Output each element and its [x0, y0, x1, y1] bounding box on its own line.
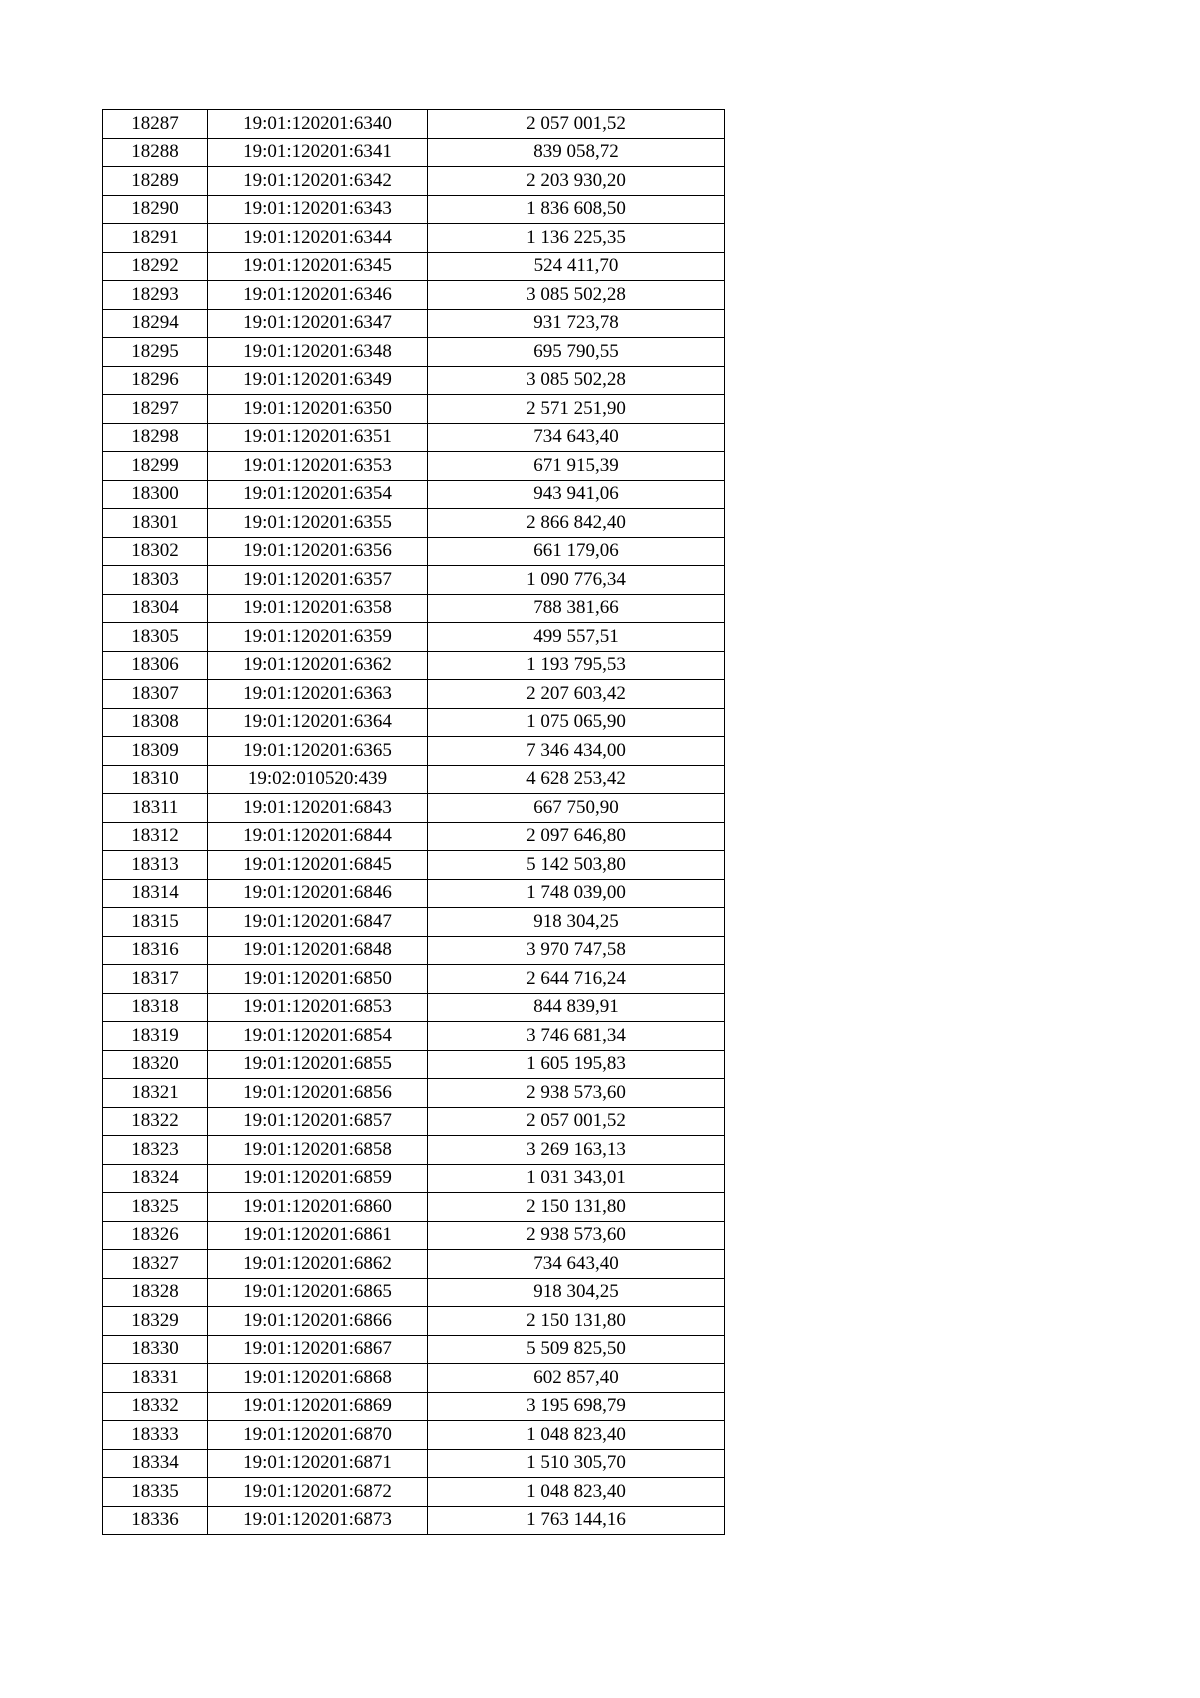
cadastral-value-cell: 3 085 502,28 — [428, 366, 725, 395]
row-number-cell: 18303 — [103, 566, 208, 595]
cadastral-number-cell: 19:01:120201:6363 — [208, 680, 428, 709]
row-number-cell: 18305 — [103, 623, 208, 652]
cadastral-number-cell: 19:01:120201:6353 — [208, 452, 428, 481]
row-number-cell: 18306 — [103, 651, 208, 680]
cadastral-value-cell: 3 269 163,13 — [428, 1136, 725, 1165]
cadastral-number-cell: 19:01:120201:6850 — [208, 965, 428, 994]
cadastral-number-cell: 19:01:120201:6354 — [208, 480, 428, 509]
cadastral-number-cell: 19:01:120201:6866 — [208, 1307, 428, 1336]
cadastral-number-cell: 19:01:120201:6855 — [208, 1050, 428, 1079]
table-row — [103, 1250, 725, 1279]
row-number-cell: 18318 — [103, 993, 208, 1022]
table-row — [103, 1221, 725, 1250]
cadastral-number-cell: 19:01:120201:6343 — [208, 195, 428, 224]
cadastral-value-cell: 1 090 776,34 — [428, 566, 725, 595]
cadastral-value-cell: 1 763 144,16 — [428, 1506, 725, 1535]
cadastral-value-cell: 5 509 825,50 — [428, 1335, 725, 1364]
row-number-cell: 18332 — [103, 1392, 208, 1421]
cadastral-number-cell: 19:01:120201:6843 — [208, 794, 428, 823]
cadastral-value-cell: 734 643,40 — [428, 423, 725, 452]
cadastral-number-cell: 19:01:120201:6868 — [208, 1364, 428, 1393]
cadastral-number-cell: 19:01:120201:6347 — [208, 309, 428, 338]
table-row — [103, 252, 725, 281]
row-number-cell: 18327 — [103, 1250, 208, 1279]
cadastral-value-cell: 499 557,51 — [428, 623, 725, 652]
cadastral-value-cell: 918 304,25 — [428, 908, 725, 937]
row-number-cell: 18313 — [103, 851, 208, 880]
cadastral-value-cell: 931 723,78 — [428, 309, 725, 338]
table-row — [103, 879, 725, 908]
cadastral-number-cell: 19:01:120201:6340 — [208, 110, 428, 139]
row-number-cell: 18291 — [103, 224, 208, 253]
cadastral-value-cell: 524 411,70 — [428, 252, 725, 281]
cadastral-value-cell: 602 857,40 — [428, 1364, 725, 1393]
cadastral-value-cell: 2 207 603,42 — [428, 680, 725, 709]
table-row — [103, 1278, 725, 1307]
cadastral-number-cell: 19:01:120201:6869 — [208, 1392, 428, 1421]
cadastral-number-cell: 19:01:120201:6848 — [208, 936, 428, 965]
cadastral-number-cell: 19:01:120201:6861 — [208, 1221, 428, 1250]
table-row — [103, 1193, 725, 1222]
cadastral-value-cell: 4 628 253,42 — [428, 765, 725, 794]
cadastral-number-cell: 19:01:120201:6355 — [208, 509, 428, 538]
table-row — [103, 680, 725, 709]
row-number-cell: 18326 — [103, 1221, 208, 1250]
cadastral-number-cell: 19:01:120201:6853 — [208, 993, 428, 1022]
table-row — [103, 480, 725, 509]
table-row — [103, 1392, 725, 1421]
row-number-cell: 18294 — [103, 309, 208, 338]
row-number-cell: 18287 — [103, 110, 208, 139]
row-number-cell: 18302 — [103, 537, 208, 566]
row-number-cell: 18333 — [103, 1421, 208, 1450]
table-row — [103, 822, 725, 851]
row-number-cell: 18324 — [103, 1164, 208, 1193]
cadastral-value-cell: 1 136 225,35 — [428, 224, 725, 253]
cadastral-value-cell: 1 836 608,50 — [428, 195, 725, 224]
cadastral-number-cell: 19:01:120201:6362 — [208, 651, 428, 680]
row-number-cell: 18335 — [103, 1478, 208, 1507]
row-number-cell: 18323 — [103, 1136, 208, 1165]
row-number-cell: 18289 — [103, 167, 208, 196]
table-row — [103, 167, 725, 196]
cadastral-number-cell: 19:01:120201:6345 — [208, 252, 428, 281]
cadastral-number-cell: 19:01:120201:6870 — [208, 1421, 428, 1450]
row-number-cell: 18334 — [103, 1449, 208, 1478]
row-number-cell: 18288 — [103, 138, 208, 167]
table-row — [103, 1506, 725, 1535]
cadastral-value-cell: 2 150 131,80 — [428, 1193, 725, 1222]
cadastral-number-cell: 19:01:120201:6348 — [208, 338, 428, 367]
cadastral-number-cell: 19:01:120201:6860 — [208, 1193, 428, 1222]
cadastral-number-cell: 19:01:120201:6856 — [208, 1079, 428, 1108]
cadastral-value-cell: 2 866 842,40 — [428, 509, 725, 538]
cadastral-number-cell: 19:01:120201:6346 — [208, 281, 428, 310]
row-number-cell: 18298 — [103, 423, 208, 452]
cadastral-value-cell: 2 644 716,24 — [428, 965, 725, 994]
row-number-cell: 18322 — [103, 1107, 208, 1136]
row-number-cell: 18310 — [103, 765, 208, 794]
cadastral-value-cell: 2 938 573,60 — [428, 1221, 725, 1250]
cadastral-number-cell: 19:01:120201:6344 — [208, 224, 428, 253]
table-row — [103, 936, 725, 965]
cadastral-number-cell: 19:01:120201:6349 — [208, 366, 428, 395]
cadastral-value-cell: 844 839,91 — [428, 993, 725, 1022]
table-row — [103, 281, 725, 310]
cadastral-value-cell: 661 179,06 — [428, 537, 725, 566]
cadastral-value-cell: 1 048 823,40 — [428, 1478, 725, 1507]
table-row — [103, 195, 725, 224]
row-number-cell: 18312 — [103, 822, 208, 851]
table-row — [103, 1107, 725, 1136]
cadastral-number-cell: 19:01:120201:6365 — [208, 737, 428, 766]
cadastral-number-cell: 19:01:120201:6341 — [208, 138, 428, 167]
cadastral-value-cell: 2 150 131,80 — [428, 1307, 725, 1336]
cadastral-number-cell: 19:01:120201:6342 — [208, 167, 428, 196]
row-number-cell: 18311 — [103, 794, 208, 823]
table-row — [103, 366, 725, 395]
cadastral-number-cell: 19:01:120201:6350 — [208, 395, 428, 424]
row-number-cell: 18315 — [103, 908, 208, 937]
cadastral-value-cell: 1 748 039,00 — [428, 879, 725, 908]
row-number-cell: 18304 — [103, 594, 208, 623]
table-row — [103, 566, 725, 595]
table-row — [103, 537, 725, 566]
row-number-cell: 18329 — [103, 1307, 208, 1336]
row-number-cell: 18319 — [103, 1022, 208, 1051]
cadastral-value-cell: 7 346 434,00 — [428, 737, 725, 766]
row-number-cell: 18308 — [103, 708, 208, 737]
row-number-cell: 18321 — [103, 1079, 208, 1108]
cadastral-value-cell: 943 941,06 — [428, 480, 725, 509]
row-number-cell: 18336 — [103, 1506, 208, 1535]
row-number-cell: 18297 — [103, 395, 208, 424]
cadastral-number-cell: 19:02:010520:439 — [208, 765, 428, 794]
cadastral-value-cell: 788 381,66 — [428, 594, 725, 623]
cadastral-number-cell: 19:01:120201:6873 — [208, 1506, 428, 1535]
table-row — [103, 1050, 725, 1079]
cadastral-value-cell: 667 750,90 — [428, 794, 725, 823]
row-number-cell: 18307 — [103, 680, 208, 709]
cadastral-number-cell: 19:01:120201:6364 — [208, 708, 428, 737]
cadastral-value-cell: 734 643,40 — [428, 1250, 725, 1279]
table-row — [103, 594, 725, 623]
cadastral-number-cell: 19:01:120201:6854 — [208, 1022, 428, 1051]
cadastral-value-cell: 3 746 681,34 — [428, 1022, 725, 1051]
table-row — [103, 1022, 725, 1051]
cadastral-value-table — [102, 109, 725, 1535]
cadastral-number-cell: 19:01:120201:6867 — [208, 1335, 428, 1364]
table-row — [103, 651, 725, 680]
table-row — [103, 1079, 725, 1108]
row-number-cell: 18316 — [103, 936, 208, 965]
table-row — [103, 423, 725, 452]
row-number-cell: 18328 — [103, 1278, 208, 1307]
table-row — [103, 851, 725, 880]
table-row — [103, 1335, 725, 1364]
table-row — [103, 309, 725, 338]
cadastral-number-cell: 19:01:120201:6847 — [208, 908, 428, 937]
row-number-cell: 18317 — [103, 965, 208, 994]
table-row — [103, 965, 725, 994]
cadastral-number-cell: 19:01:120201:6859 — [208, 1164, 428, 1193]
cadastral-number-cell: 19:01:120201:6845 — [208, 851, 428, 880]
table-row — [103, 1421, 725, 1450]
cadastral-value-cell: 839 058,72 — [428, 138, 725, 167]
cadastral-value-cell: 2 097 646,80 — [428, 822, 725, 851]
table-row — [103, 1307, 725, 1336]
cadastral-value-cell: 2 057 001,52 — [428, 1107, 725, 1136]
table-row — [103, 138, 725, 167]
cadastral-number-cell: 19:01:120201:6857 — [208, 1107, 428, 1136]
row-number-cell: 18309 — [103, 737, 208, 766]
table-row — [103, 1136, 725, 1165]
cadastral-value-cell: 2 057 001,52 — [428, 110, 725, 139]
cadastral-value-cell: 2 938 573,60 — [428, 1079, 725, 1108]
table-row — [103, 1164, 725, 1193]
cadastral-value-cell: 5 142 503,80 — [428, 851, 725, 880]
cadastral-number-cell: 19:01:120201:6844 — [208, 822, 428, 851]
table-row — [103, 1364, 725, 1393]
cadastral-number-cell: 19:01:120201:6358 — [208, 594, 428, 623]
row-number-cell: 18325 — [103, 1193, 208, 1222]
row-number-cell: 18290 — [103, 195, 208, 224]
cadastral-number-cell: 19:01:120201:6858 — [208, 1136, 428, 1165]
cadastral-value-cell: 671 915,39 — [428, 452, 725, 481]
table-row — [103, 224, 725, 253]
table-body — [103, 110, 725, 1535]
row-number-cell: 18295 — [103, 338, 208, 367]
table-row — [103, 1449, 725, 1478]
table-row — [103, 993, 725, 1022]
row-number-cell: 18330 — [103, 1335, 208, 1364]
table-row — [103, 765, 725, 794]
row-number-cell: 18300 — [103, 480, 208, 509]
row-number-cell: 18320 — [103, 1050, 208, 1079]
table-row — [103, 395, 725, 424]
row-number-cell: 18331 — [103, 1364, 208, 1393]
cadastral-value-cell: 2 571 251,90 — [428, 395, 725, 424]
cadastral-value-cell: 3 195 698,79 — [428, 1392, 725, 1421]
table-row — [103, 110, 725, 139]
row-number-cell: 18299 — [103, 452, 208, 481]
cadastral-value-cell: 1 048 823,40 — [428, 1421, 725, 1450]
table-row — [103, 338, 725, 367]
cadastral-value-cell: 1 075 065,90 — [428, 708, 725, 737]
row-number-cell: 18296 — [103, 366, 208, 395]
cadastral-value-cell: 1 193 795,53 — [428, 651, 725, 680]
table-row — [103, 737, 725, 766]
cadastral-value-cell: 1 605 195,83 — [428, 1050, 725, 1079]
cadastral-number-cell: 19:01:120201:6356 — [208, 537, 428, 566]
cadastral-number-cell: 19:01:120201:6862 — [208, 1250, 428, 1279]
cadastral-number-cell: 19:01:120201:6871 — [208, 1449, 428, 1478]
table-row — [103, 452, 725, 481]
cadastral-value-cell: 918 304,25 — [428, 1278, 725, 1307]
cadastral-value-cell: 3 970 747,58 — [428, 936, 725, 965]
row-number-cell: 18301 — [103, 509, 208, 538]
cadastral-value-cell: 1 510 305,70 — [428, 1449, 725, 1478]
cadastral-value-cell: 3 085 502,28 — [428, 281, 725, 310]
cadastral-value-cell: 2 203 930,20 — [428, 167, 725, 196]
table-row — [103, 1478, 725, 1507]
cadastral-number-cell: 19:01:120201:6359 — [208, 623, 428, 652]
cadastral-number-cell: 19:01:120201:6357 — [208, 566, 428, 595]
cadastral-number-cell: 19:01:120201:6846 — [208, 879, 428, 908]
row-number-cell: 18314 — [103, 879, 208, 908]
cadastral-number-cell: 19:01:120201:6351 — [208, 423, 428, 452]
cadastral-value-cell: 695 790,55 — [428, 338, 725, 367]
table-row — [103, 908, 725, 937]
cadastral-number-cell: 19:01:120201:6872 — [208, 1478, 428, 1507]
row-number-cell: 18292 — [103, 252, 208, 281]
table-row — [103, 623, 725, 652]
row-number-cell: 18293 — [103, 281, 208, 310]
cadastral-number-cell: 19:01:120201:6865 — [208, 1278, 428, 1307]
table-row — [103, 794, 725, 823]
table-row — [103, 509, 725, 538]
table-row — [103, 708, 725, 737]
cadastral-value-cell: 1 031 343,01 — [428, 1164, 725, 1193]
